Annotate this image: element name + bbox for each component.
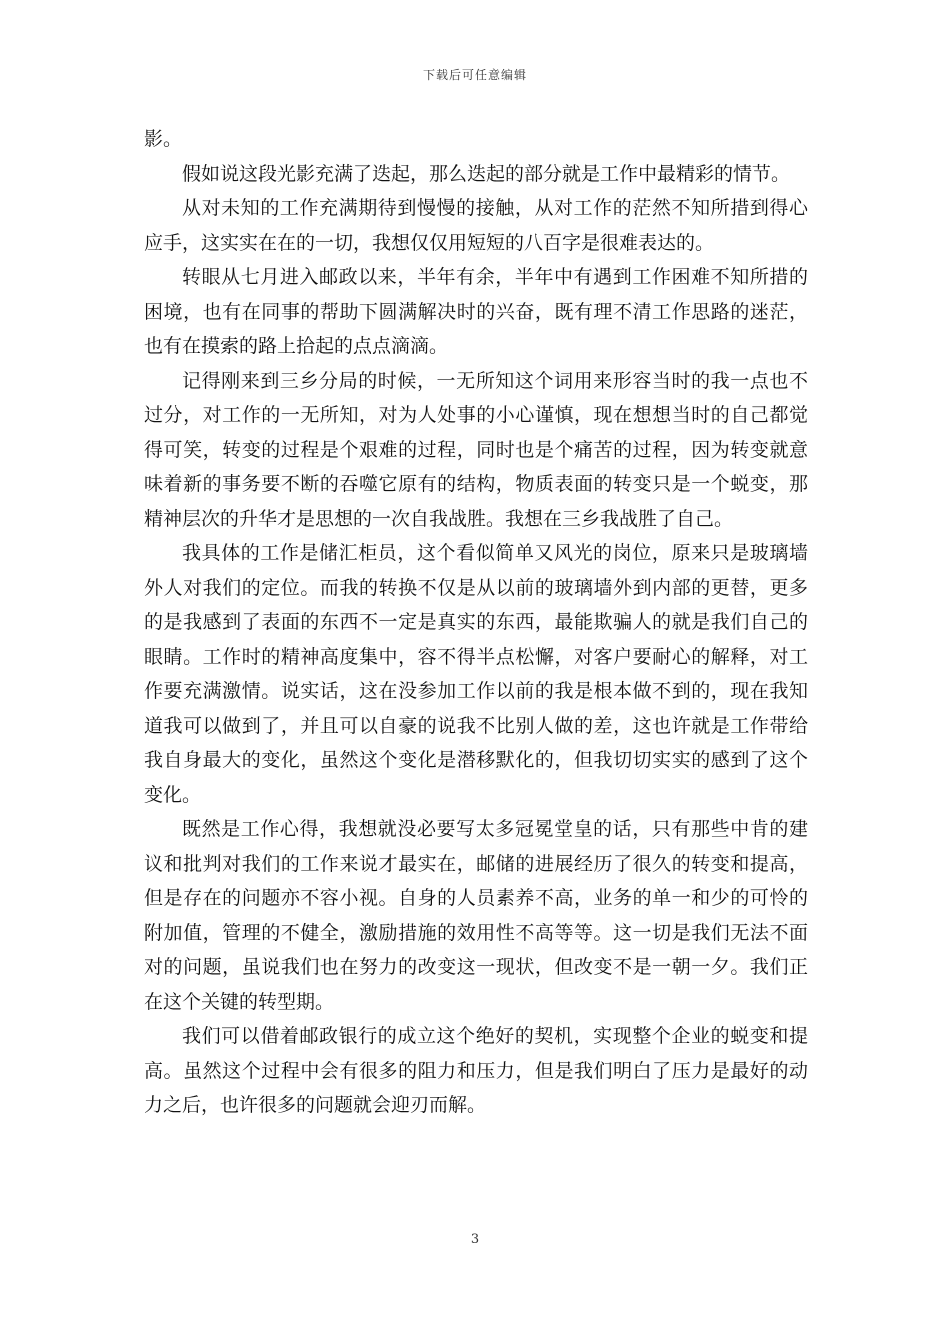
- paragraph-continuation: 影。: [144, 128, 183, 150]
- paragraph: 从对未知的工作充满期待到慢慢的接触，从对工作的茫然不知所措到得心应手，这实实在在的一切，我想仅仅用短短的八百字是很难表达的。: [144, 197, 808, 254]
- paragraph: 转眼从七月进入邮政以来，半年有余，半年中有遇到工作困难不知所措的困境，也有在同事的帮助下圆满解决时的兴奋，既有理不清工作思路的迷茫，也有在摸索的路上拾起的点点滴滴。: [144, 266, 808, 357]
- paragraph: 我们可以借着邮政银行的成立这个绝好的契机，实现整个企业的蜕变和提高。虽然这个过程中会有很多的阻力和压力，但是我们明白了压力是最好的动力之后，也许很多的问题就会迎刃而解。: [144, 1025, 808, 1116]
- paragraph: 我具体的工作是储汇柜员，这个看似简单又风光的岗位，原来只是玻璃墙外人对我们的定位。而我的转换不仅是从以前的玻璃墙外到内部的更替，更多的是我感到了表面的东西不一定是真实的东西，最能欺骗人的就是我们自己的眼睛。工作时的精神高度集中，容不得半点松懈，对客户要耐心的解释，对工作要充满激情。说实话，这在没参加工作以前的我是根本做不到的，现在我知道我可以做到了，并且可以自豪的说我不比别人做的差，这也许就是工作带给我自身最大的变化，虽然这个变化是潜移默化的，但我切切实实的感到了这个变化。: [144, 542, 808, 806]
- paragraph: 假如说这段光影充满了迭起，那么迭起的部分就是工作中最精彩的情节。: [182, 162, 791, 185]
- document-body: [144, 122, 808, 1123]
- page-number: 3: [470, 1232, 480, 1247]
- paragraph: 既然是工作心得，我想就没必要写太多冠冕堂皇的话，只有那些中肯的建议和批判对我们的工作来说才最实在，邮储的进展经历了很久的转变和提高，但是存在的问题亦不容小视。自身的人员素养不高，业务的单一和少的可怜的附加值，管理的不健全，激励措施的效用性不高等等。这一切是我们无法不面对的问题，虽说我们也在努力的改变这一现状，但改变不是一朝一夕。我们正在这个关键的转型期。: [144, 818, 808, 1013]
- page-header: 下载后可任意编辑: [422, 68, 527, 82]
- paragraph: 记得刚来到三乡分局的时候，一无所知这个词用来形容当时的我一点也不过分，对工作的一无所知，对为人处事的小心谨慎，现在想想当时的自己都觉得可笑，转变的过程是个艰难的过程，同时也是个痛苦的过程，因为转变就意味着新的事务要不断的吞噬它原有的结构，物质表面的转变只是一个蜕变，那精神层次的升华才是思想的一次自我战胜。我想在三乡我战胜了自己。: [144, 369, 808, 530]
